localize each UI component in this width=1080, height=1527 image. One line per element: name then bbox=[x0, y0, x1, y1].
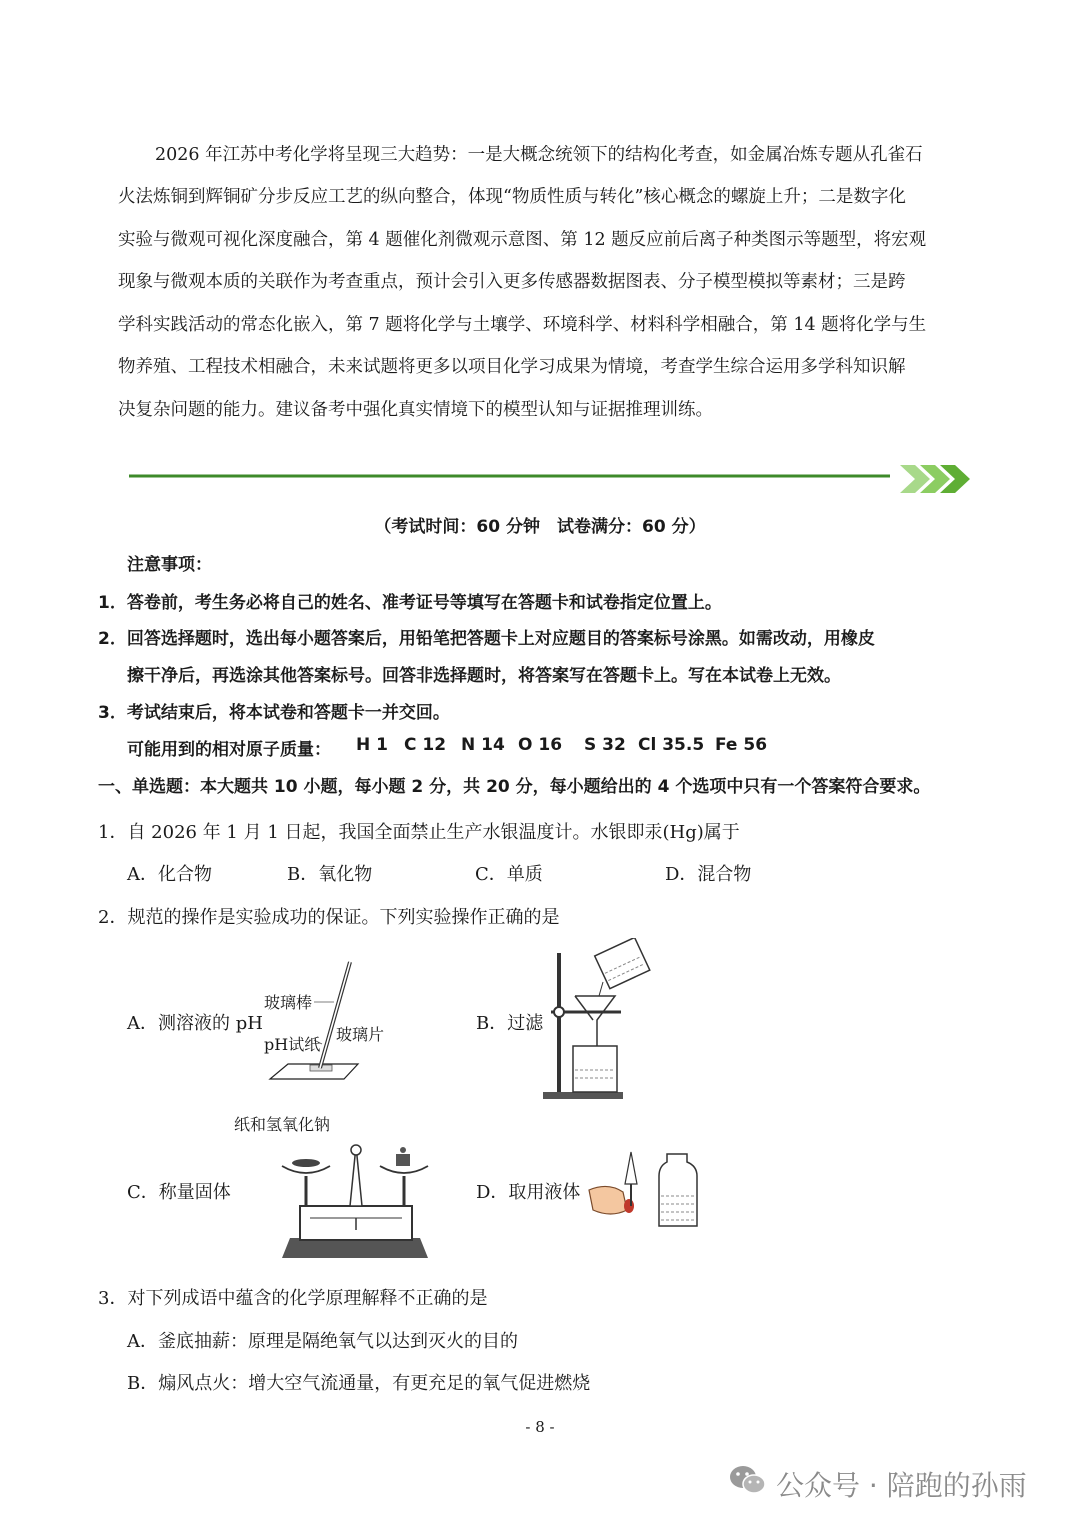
intro-line: 火法炼铜到辉铜矿分步反应工艺的纵向整合，体现“物质性质与转化”核心概念的螺旋上升；二是数字化 bbox=[118, 187, 906, 207]
q1-option-c: C．单质 bbox=[475, 864, 543, 885]
notice-item: 3．考试结束后，将本试卷和答题卡一并交回。 bbox=[98, 703, 450, 723]
figure-filtration bbox=[535, 938, 655, 1103]
q1-option-a: A．化合物 bbox=[127, 864, 212, 885]
notice-title: 注意事项： bbox=[127, 555, 212, 575]
atomic-mass: O 16 bbox=[518, 735, 563, 755]
intro-line: 学科实践活动的常态化嵌入，第 7 题将化学与土壤学、环境科学、材料科学相融合，第 14 题将化学与生 bbox=[118, 315, 927, 335]
balance-drawing bbox=[280, 1136, 440, 1262]
figure-dropper bbox=[583, 1148, 703, 1232]
intro-line: 现象与微观本质的关联作为考查重点，预计会引入更多传感器数据图表、分子模型模拟等素材；三是跨 bbox=[118, 272, 906, 292]
glass-slide-label: 玻璃片 bbox=[336, 1025, 385, 1044]
figure-balance bbox=[230, 1112, 440, 1262]
double-chevron-icon bbox=[900, 465, 970, 493]
atomic-mass: Fe 56 bbox=[715, 735, 768, 755]
q2-stem: 2．规范的操作是实验成功的保证。下列实验操作正确的是 bbox=[98, 907, 560, 928]
balance-label: 纸和氢氧化钠 bbox=[234, 1115, 331, 1134]
page-number: - 8 - bbox=[525, 1418, 555, 1436]
q2-option-c-label: C．称量固体 bbox=[127, 1182, 231, 1203]
q2-option-a-label: A．测溶液的 pH bbox=[127, 1013, 263, 1034]
atomic-mass: Cl 35.5 bbox=[638, 735, 705, 755]
intro-line: 决复杂问题的能力。建议备考中强化真实情境下的模型认知与证据推理训练。 bbox=[118, 400, 713, 420]
atomic-mass: N 14 bbox=[461, 735, 505, 755]
q1-option-d: D．混合物 bbox=[665, 864, 752, 885]
atomic-mass: S 32 bbox=[584, 735, 626, 755]
ph-paper-label: pH试纸 bbox=[264, 1035, 321, 1054]
figure-ph-test bbox=[258, 952, 385, 1082]
glass-rod-label: 玻璃棒 bbox=[264, 993, 313, 1012]
atomic-mass-label: 可能用到的相对原子质量： bbox=[127, 740, 331, 760]
q3-stem: 3．对下列成语中蕴含的化学原理解释不正确的是 bbox=[98, 1288, 488, 1309]
q3-option-a: A．釜底抽薪：原理是隔绝氧气以达到灭火的目的 bbox=[127, 1331, 518, 1352]
section-title: 一、单选题：本大题共 10 小题，每小题 2 分，共 20 分，每小题给出的 4 个选项中只有一个答案符合要求。 bbox=[98, 777, 931, 797]
intro-line: 物养殖、工程技术相融合，未来试题将更多以项目化学习成果为情境，考查学生综合运用多学科知识解 bbox=[118, 357, 906, 377]
q2-option-b-label: B．过滤 bbox=[476, 1013, 544, 1034]
notice-item: 1．答卷前，考生务必将自己的姓名、准考证号等填写在答题卡和试卷指定位置上。 bbox=[98, 593, 722, 613]
q2-option-d-label: D．取用液体 bbox=[476, 1182, 581, 1203]
watermark: 公众号 · 陪跑的孙雨 bbox=[776, 1469, 1027, 1502]
wechat-icon bbox=[728, 1462, 768, 1498]
notice-item: 2．回答选择题时，选出每小题答案后，用铅笔把答题卡上对应题目的答案标号涂黑。如需改动，用橡皮 bbox=[98, 629, 875, 649]
intro-line: 2026 年江苏中考化学将呈现三大趋势：一是大概念统领下的结构化考查，如金属冶炼专题从孔雀石 bbox=[155, 145, 923, 165]
section-divider bbox=[125, 462, 970, 496]
notice-item-continued: 擦干净后，再选涂其他答案标号。回答非选择题时，将答案写在答题卡上。写在本试卷上无效。 bbox=[127, 666, 841, 686]
q3-option-b: B．煽风点火：增大空气流通量，有更充足的氧气促进燃烧 bbox=[127, 1373, 591, 1394]
q1-stem: 1．自 2026 年 1 月 1 日起，我国全面禁止生产水银温度计。水银即汞(Hg)属于 bbox=[98, 822, 740, 843]
ph-test-drawing bbox=[258, 952, 368, 1082]
exam-time-info: （考试时间：60 分钟 试卷满分：60 分） bbox=[374, 517, 706, 537]
q1-option-b: B．氧化物 bbox=[287, 864, 373, 885]
intro-line: 实验与微观可视化深度融合，第 4 题催化剂微观示意图、第 12 题反应前后离子种类图示等题型，将宏观 bbox=[118, 230, 927, 250]
atomic-mass: C 12 bbox=[404, 735, 447, 755]
atomic-mass: H 1 bbox=[356, 735, 388, 755]
